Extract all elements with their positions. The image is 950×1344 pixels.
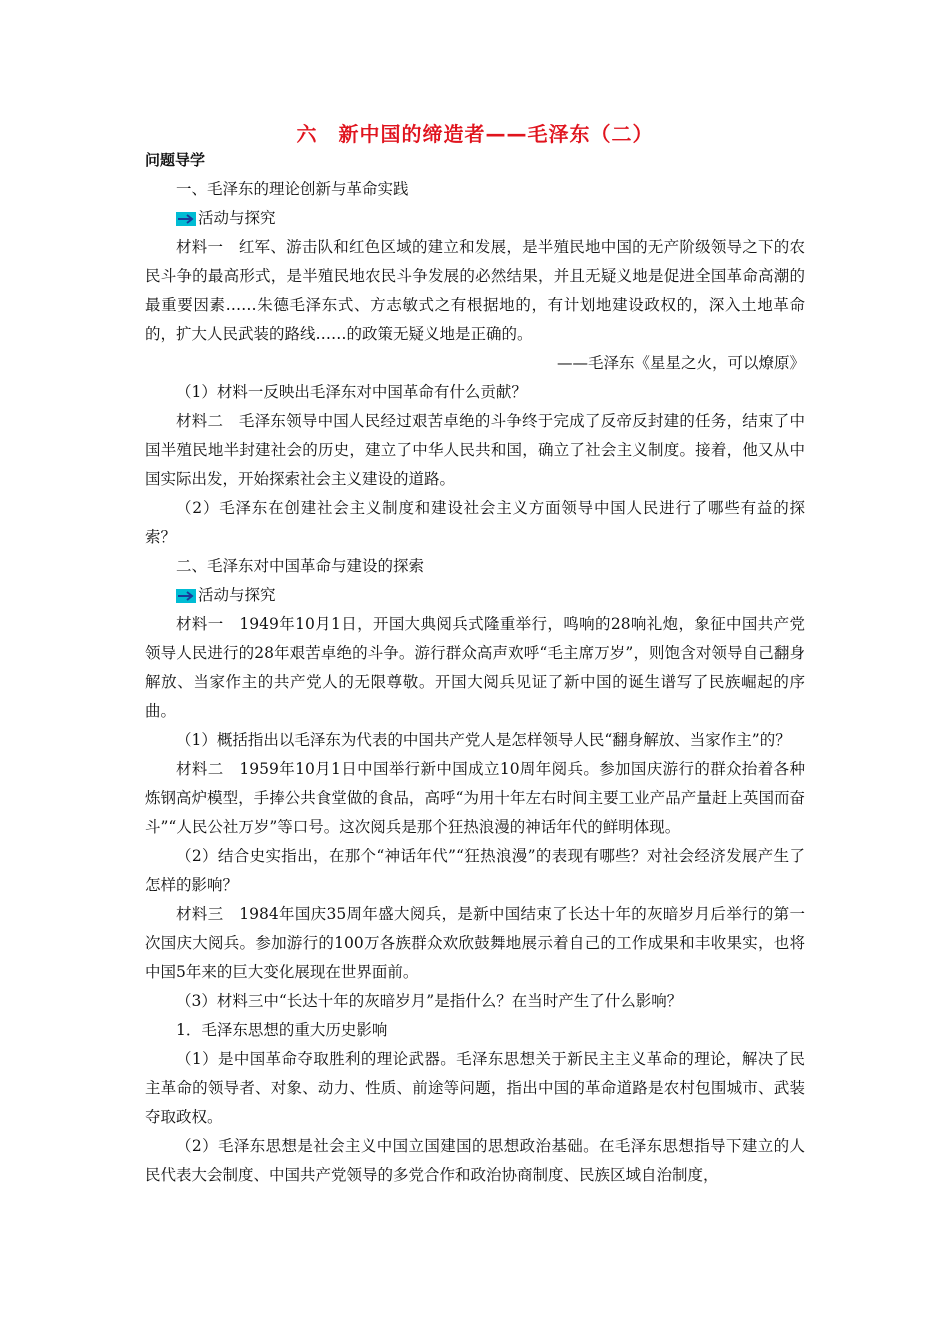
section-heading: 问题导学	[145, 151, 206, 169]
part1-material-1-source: ——毛泽东《星星之火，可以燎原》	[556, 354, 805, 372]
part1-question-2: （2）毛泽东在创建社会主义制度和建设社会主义方面领导中国人民进行了哪些有益的探索？	[145, 499, 805, 546]
part1-question-1: （1）材料一反映出毛泽东对中国革命有什么贡献？	[176, 383, 527, 401]
part2-question-3: （3）材料三中“长达十年的灰暗岁月”是指什么？在当时产生了什么影响？	[176, 992, 683, 1010]
part1-material-1: 材料一 红军、游击队和红色区域的建立和发展，是半殖民地中国的无产阶级领导之下的农民斗争的最高形式，是半殖民地农民斗争发展的必然结果，并且无疑义地是促进全国革命高潮的最重要因素……朱德毛泽东式、方志敏式之有根据地的，有计划地建设政权的，深入土地革命的，扩大人民武装的路线……的政策无疑义地是正确的。	[145, 238, 805, 343]
document-body	[145, 146, 805, 1190]
answer-1: （1）是中国革命夺取胜利的理论武器。毛泽东思想关于新民主主义革命的理论，解决了民主革命的领导者、对象、动力、性质、前途等问题，指出中国的革命道路是农村包围城市、武装夺取政权。	[145, 1050, 805, 1126]
part2-heading: 二、毛泽东对中国革命与建设的探索	[176, 557, 425, 575]
part1-material-2: 材料二 毛泽东领导中国人民经过艰苦卓绝的斗争终于完成了反帝反封建的任务，结束了中国半殖民地半封建社会的历史，建立了中华人民共和国，确立了社会主义制度。接着，他又从中国实际出发，开始探索社会主义建设的道路。	[145, 412, 805, 488]
activity-label: 活动与探究	[198, 209, 276, 227]
part2-material-2: 材料二 1959年10月1日中国举行新中国成立10周年阅兵。参加国庆游行的群众抬着各种炼钢高炉模型，手捧公共食堂做的食品，高呼“为用十年左右时间主要工业产品产量赶上英国而奋斗”“人民公社万岁”等口号。这次阅兵是那个狂热浪漫的神话年代的鲜明体现。	[145, 760, 805, 836]
part2-material-1: 材料一 1949年10月1日，开国大典阅兵式隆重举行，鸣响的28响礼炮，象征中国共产党领导人民进行的28年艰苦卓绝的斗争。游行群众高声欢呼“毛主席万岁”，则饱含对领导自己翻身解放、当家作主的共产党人的无限尊敬。开国大阅兵见证了新中国的诞生谱写了民族崛起的序曲。	[145, 615, 805, 720]
page-title: 六 新中国的缔造者——毛泽东（二）	[296, 122, 654, 146]
arrow-right-icon	[176, 589, 196, 603]
part1-heading: 一、毛泽东的理论创新与革命实践	[176, 180, 409, 198]
part1-activity	[145, 204, 805, 233]
activity-label: 活动与探究	[198, 586, 276, 604]
part2-question-1: （1）概括指出以毛泽东为代表的中国共产党人是怎样领导人民“翻身解放、当家作主”的？	[176, 731, 791, 749]
answer-2: （2）毛泽东思想是社会主义中国立国建国的思想政治基础。在毛泽东思想指导下建立的人民代表大会制度、中国共产党领导的多党合作和政治协商制度、民族区域自治制度，	[145, 1137, 805, 1184]
part2-question-2: （2）结合史实指出，在那个“神话年代”“狂热浪漫”的表现有哪些？对社会经济发展产生了怎样的影响？	[145, 847, 805, 894]
answer-heading-1: 1．毛泽东思想的重大历史影响	[176, 1021, 388, 1039]
part2-material-3: 材料三 1984年国庆35周年盛大阅兵，是新中国结束了长达十年的灰暗岁月后举行的第一次国庆大阅兵。参加游行的100万各族群众欢欣鼓舞地展示着自己的工作成果和丰收果实，也将中国5年来的巨大变化展现在世界面前。	[145, 905, 805, 981]
part2-activity	[145, 581, 805, 610]
arrow-right-icon	[176, 212, 196, 226]
